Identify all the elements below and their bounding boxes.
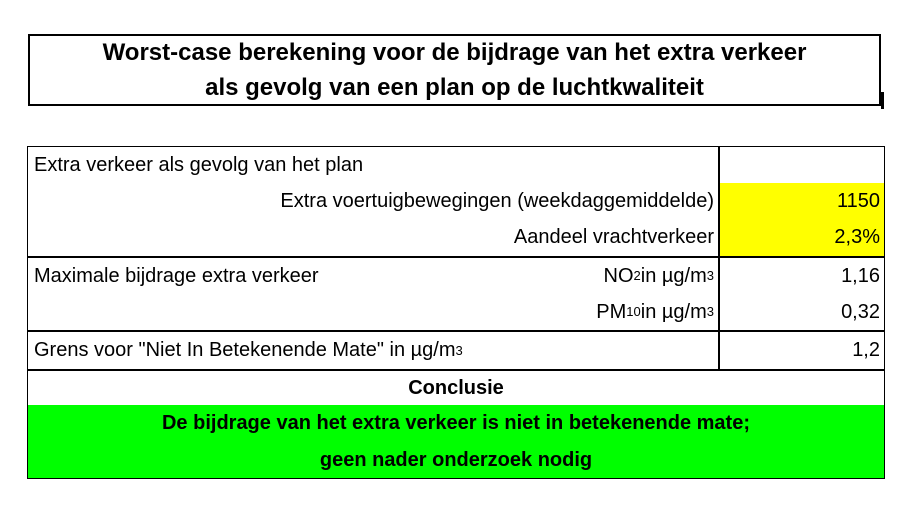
max-contribution-label: Maximale bijdrage extra verkeer [34,264,319,287]
section-extra-traffic [28,147,884,183]
pm10-prefix: PM [596,300,627,323]
page-title [28,34,881,106]
title-line-2: als gevolg van een plan op de luchtkwaliteit [205,74,704,101]
no2-value: 1,16 [841,264,880,287]
movements-label: Extra voertuigbewegingen (weekdaggemiddelde) [280,189,714,212]
conclusion-header: Conclusie [408,376,504,399]
limit-label: Grens voor "Niet In Betekenende Mate" in µg/m 3 [34,339,463,361]
limit-label-text: Grens voor "Niet In Betekenende Mate" in µg/m [34,339,456,361]
no2-prefix: NO [603,264,634,287]
section-extra-traffic-label: Extra verkeer als gevolg van het plan [34,153,364,176]
pm10-unit-label: PM 10 in µg/m 3 [596,300,714,323]
table-row-limit [28,332,884,369]
title-line-1: Worst-case berekening voor de bijdrage van het extra verkeer [102,39,807,66]
pm10-unit: in µg/m [640,300,707,323]
truck-share-value[interactable]: 2,3% [720,219,884,256]
air-quality-table [27,146,885,479]
table-row-no2 [28,258,884,294]
table-row-truck-share [28,219,884,256]
conclusion-header-row [28,371,884,405]
no2-unit: in µg/m [640,264,707,287]
truck-share-label: Aandeel vrachtverkeer [513,226,714,248]
title-corner-mark [881,92,884,109]
pm10-value: 0,32 [841,300,880,323]
movements-value[interactable]: 1150 [720,183,884,219]
no2-unit-label: NO 2 in µg/m 3 [603,264,714,287]
table-row-pm10 [28,294,884,330]
table-row-movements [28,183,884,219]
limit-value: 1,2 [852,339,880,361]
conclusion-line-2: geen nader onderzoek nodig [319,448,593,471]
conclusion-line-1: De bijdrage van het extra verkeer is niet in betekenende mate; [161,412,750,434]
conclusion-result [28,405,884,478]
